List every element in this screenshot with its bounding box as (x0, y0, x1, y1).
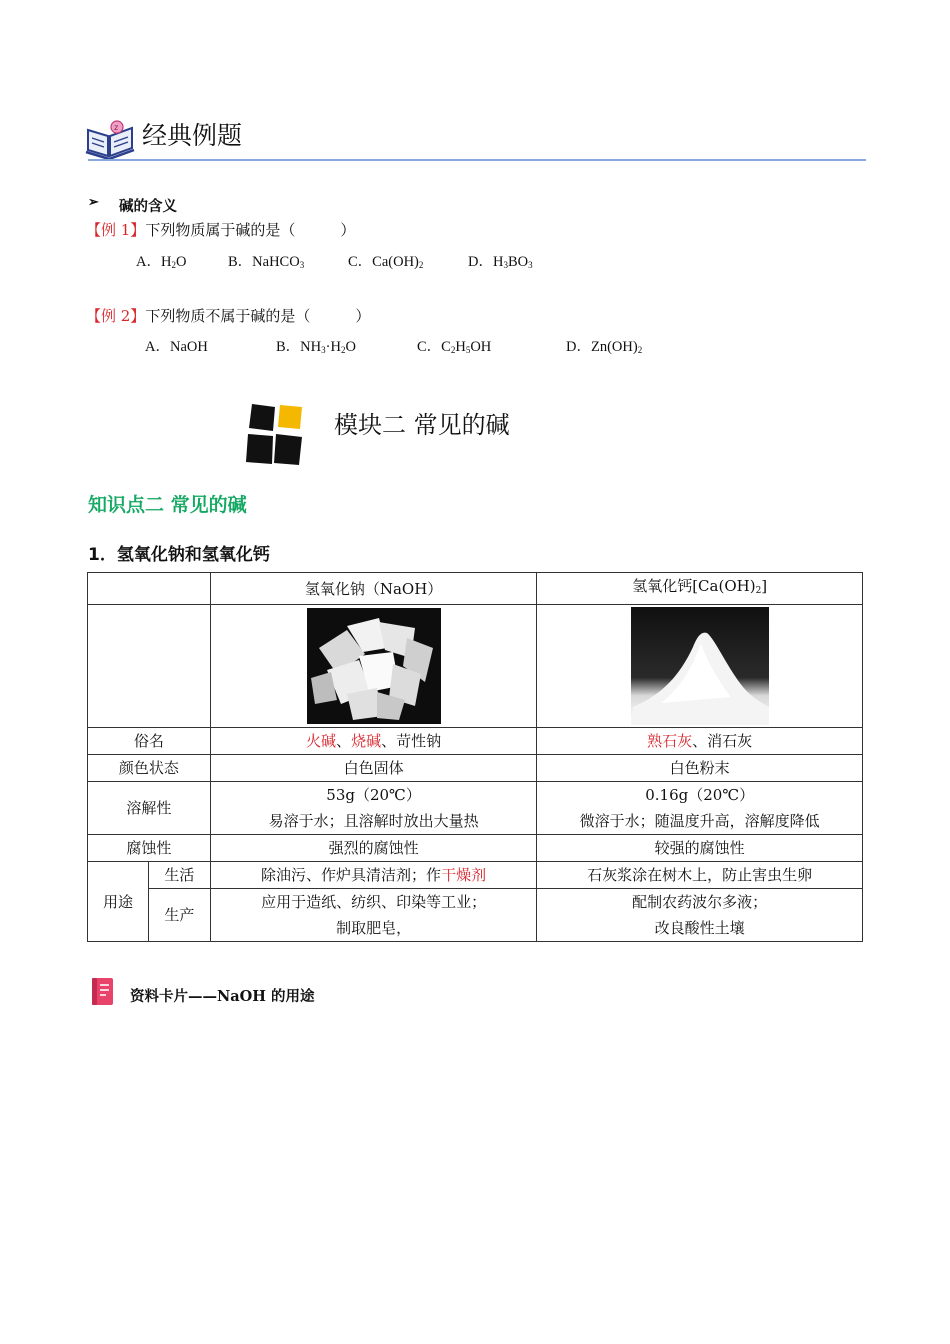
row-state (88, 755, 863, 782)
example-2-option-a: A．NaOH (145, 339, 208, 355)
header-naoh: 氢氧化钠（NaOH） (210, 573, 537, 605)
naoh-flakes-image (307, 608, 441, 724)
knowledge-point-title: 知识点二 常见的碱 (88, 494, 247, 516)
section-bullet: ➢ (88, 195, 99, 210)
naoh-solubility: 53g（20℃） 易溶于水；且溶解时放出大量热 (210, 782, 537, 835)
row-label-common-name: 俗名 (88, 728, 211, 755)
naoh-image-cell (210, 605, 537, 728)
row-label-corrosive: 腐蚀性 (88, 835, 211, 862)
example-2-option-b: B．$NH_3\cdot H_2O$ (276, 339, 356, 355)
comparison-table (87, 572, 863, 942)
caoh-uses-production: 配制农药波尔多液； 改良酸性土壤 (537, 889, 863, 942)
table-image-row (88, 605, 863, 728)
header-divider (88, 159, 866, 161)
naoh-corrosive: 强烈的腐蚀性 (210, 835, 537, 862)
row-uses-life (88, 862, 863, 889)
row-label-state: 颜色状态 (88, 755, 211, 782)
example-1-question (86, 219, 355, 240)
caoh-common-name: 熟石灰、消石灰 (537, 728, 863, 755)
example-1-option-c: C．$Ca(OH)_2$ (348, 254, 424, 270)
example-1-option-d: D．$H_3BO_3$ (468, 254, 533, 270)
naoh-uses-life: 除油污、作炉具清洁剂；作干燥剂 (210, 862, 537, 889)
row-corrosive (88, 835, 863, 862)
example-1-option-a: A．$H_2O$ (136, 254, 187, 270)
module-blocks-icon (246, 403, 306, 467)
table-corner-cell (88, 573, 211, 605)
row-label-production: 生产 (148, 889, 210, 942)
row-label-solubility: 溶解性 (88, 782, 211, 835)
row-solubility (88, 782, 863, 835)
info-card-title: 资料卡片——NaOH 的用途 (130, 988, 315, 1005)
svg-text:z: z (114, 123, 119, 132)
example-1-text: 下列物质属于碱的是（ ） (145, 221, 356, 239)
example-1-tag: 【例 1】 (86, 221, 146, 239)
example-2-tag: 【例 2】 (86, 307, 146, 325)
caoh-corrosive: 较强的腐蚀性 (537, 835, 863, 862)
info-card-icon (90, 977, 116, 1007)
header-caoh: 氢氧化钙$[Ca(OH)_2]$ (537, 573, 863, 605)
naoh-common-name: 火碱、烧碱、苛性钠 (210, 728, 537, 755)
book-icon (84, 118, 136, 160)
table-header-row (88, 573, 863, 605)
section-title-base-meaning: 碱的含义 (119, 199, 177, 215)
row-label-uses: 用途 (88, 862, 149, 942)
example-2-option-c: C．$C_2H_5OH$ (417, 339, 492, 355)
caoh-powder-image (631, 607, 769, 725)
module-title: 模块二 常见的碱 (334, 411, 510, 439)
naoh-uses-production: 应用于造纸、纺织、印染等工业； 制取肥皂， (210, 889, 537, 942)
example-2-text: 下列物质不属于碱的是（ ） (145, 307, 371, 325)
section-header-title: 经典例题 (142, 121, 243, 150)
caoh-state: 白色粉末 (537, 755, 863, 782)
row-common-name (88, 728, 863, 755)
row-uses-production (88, 889, 863, 942)
caoh-image-cell (537, 605, 863, 728)
example-1-option-b: B．NaHCO$_3$ (228, 254, 305, 270)
naoh-state: 白色固体 (210, 755, 537, 782)
example-2-option-d: D．$Zn(OH)_2$ (566, 339, 643, 355)
caoh-solubility: 0.16g（20℃） 微溶于水；随温度升高，溶解度降低 (537, 782, 863, 835)
caoh-uses-life: 石灰浆涂在树木上，防止害虫生卵 (537, 862, 863, 889)
row-label-life: 生活 (148, 862, 210, 889)
example-2-question (86, 305, 370, 326)
table-section-title: 1．氢氧化钠和氢氧化钙 (88, 545, 270, 565)
